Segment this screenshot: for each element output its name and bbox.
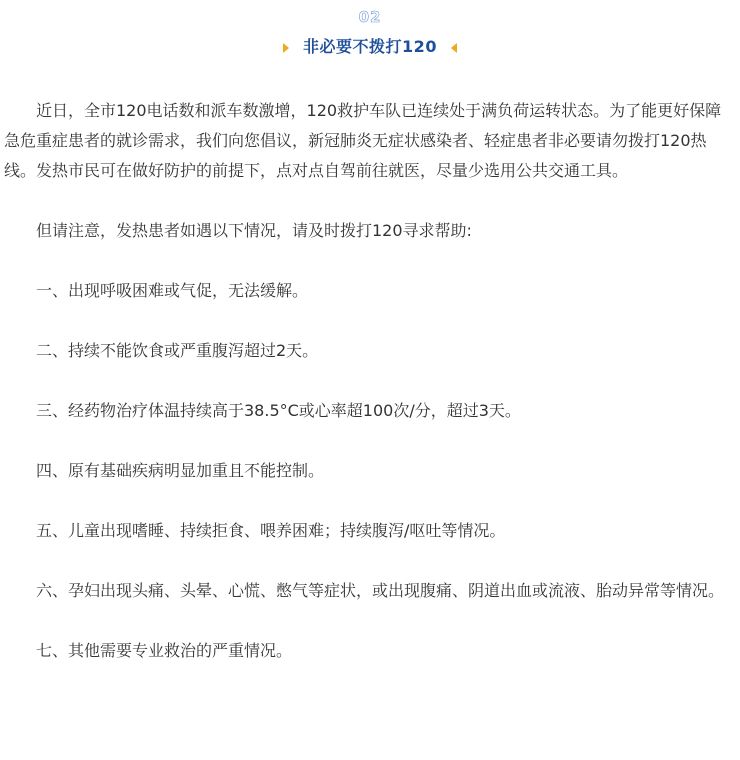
list-item: 三、经药物治疗体温持续高于38.5°C或心率超100次/分，超过3天。 xyxy=(36,401,521,420)
list-item: 七、其他需要专业救治的严重情况。 xyxy=(36,641,293,660)
section-header xyxy=(0,6,740,61)
list-item: 二、持续不能饮食或严重腹泻超过2天。 xyxy=(36,341,319,360)
arrow-left-icon xyxy=(451,43,457,53)
title-row xyxy=(0,34,740,61)
article-body xyxy=(0,96,740,666)
note-paragraph: 但请注意，发热患者如遇以下情况，请及时拨打120寻求帮助: xyxy=(36,221,472,240)
list-item: 五、儿童出现嗜睡、持续拒食、喂养困难；持续腹泻/呕吐等情况。 xyxy=(36,521,506,540)
section-number: 02 xyxy=(358,8,382,26)
intro-paragraph: 近日，全市120电话数和派车数激增，120救护车队已连续处于满负荷运转状态。为了能更好保障急危重症患者的就诊需求，我们向您倡议，新冠肺炎无症状感染者、轻症患者非必要请勿拨打120热线。发热市民可在做好防护的前提下，点对点自驾前往就医，尽量少选用公共交通工具。 xyxy=(4,101,722,180)
arrow-right-icon xyxy=(283,43,289,53)
list-item: 六、孕妇出现头痛、头晕、心慌、憋气等症状，或出现腹痛、阴道出血或流液、胎动异常等情况。 xyxy=(36,581,725,600)
section-title: 非必要不拨打120 xyxy=(295,34,445,61)
list-item: 四、原有基础疾病明显加重且不能控制。 xyxy=(36,461,325,480)
list-item: 一、出现呼吸困难或气促，无法缓解。 xyxy=(36,281,309,300)
